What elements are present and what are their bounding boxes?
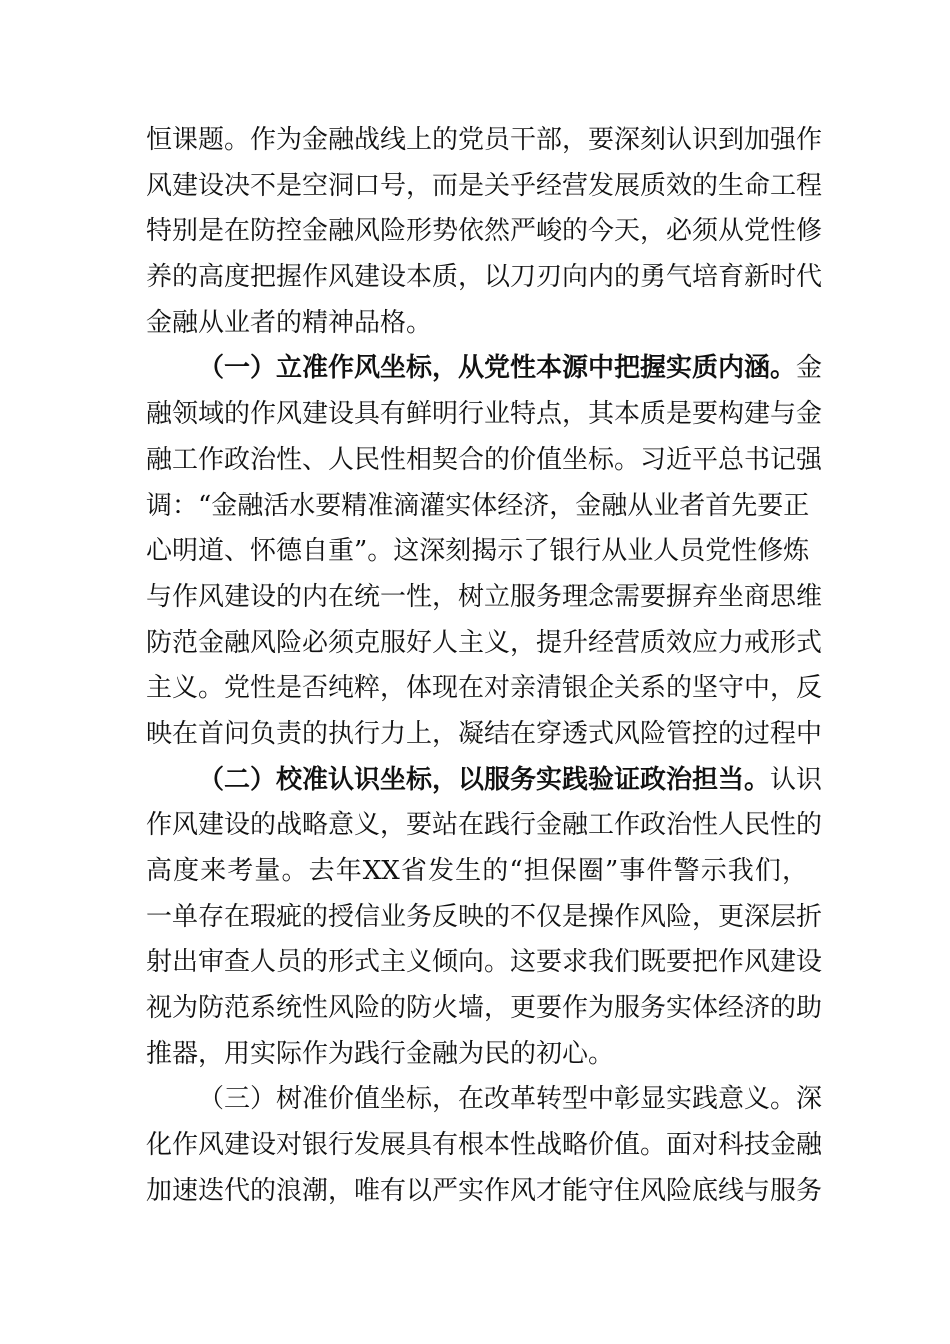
text-line: 恒课题。作为金融战线上的党员干部，要深刻认识到加强作 <box>146 125 823 155</box>
text-line: 与作风建设的内在统一性，树立服务理念需要摒弃坐商思维 <box>146 581 823 612</box>
text-line: 推器，用实际作为践行金融为民的初心。 <box>146 1038 615 1069</box>
text-line: 养的高度把握作风建设本质，以刀刃向内的勇气培育新时代 <box>146 262 823 293</box>
text-line: 调：“金融活水要精准滴灌实体经济，金融从业者首先要正 <box>146 490 810 521</box>
section-first-line-rest: 认识 <box>770 764 823 795</box>
text-line: 融领域的作风建设具有鲜明行业特点，其本质是要构建与金 <box>146 399 823 430</box>
text-line: 金融从业者的精神品格。 <box>146 307 433 338</box>
paragraph-section-1 <box>146 346 823 757</box>
section-first-line <box>146 346 823 392</box>
text-line: 防范金融风险必须克服好人主义，提升经营质效应力戒形式 <box>146 627 823 658</box>
text-line: 映在首问负责的执行力上，凝结在穿透式风险管控的过程中 <box>146 718 823 749</box>
text-line: 特别是在防控金融风险形势依然严峻的今天，必须从党性修 <box>146 216 823 247</box>
text-line: 化作风建设对银行发展具有根本性战略价值。面对科技金融 <box>146 1130 823 1161</box>
paragraph-intro-continued <box>146 118 823 346</box>
text-line: 高度来考量。去年XX省发生的“担保圈”事件警示我们， <box>146 856 808 886</box>
section-heading-1: （一）立准作风坐标，从党性本源中把握实质内涵。 <box>198 353 797 384</box>
text-line: 加速迭代的浪潮，唯有以严实作风才能守住风险底线与服务 <box>146 1175 823 1206</box>
text-line: 视为防范系统性风险的防火墙，更要作为服务实体经济的助 <box>146 993 823 1024</box>
document-body <box>146 118 823 1215</box>
text-line: 作风建设的战略意义，要站在践行金融工作政治性人民性的 <box>146 810 823 841</box>
paragraph-section-2 <box>146 758 823 1078</box>
section-first-line <box>146 758 823 804</box>
text-line: 融工作政治性、人民性相契合的价值坐标。习近平总书记强 <box>146 444 823 475</box>
section-heading-2: （二）校准认识坐标，以服务实践验证政治担当。 <box>198 764 771 795</box>
text-line: 心明道、怀德自重”。这深刻揭示了银行从业人员党性修炼 <box>146 536 810 567</box>
section-first-line-rest: 金 <box>796 353 823 384</box>
text-line: 射出审查人员的形式主义倾向。这要求我们既要把作风建设 <box>146 947 823 978</box>
text-line: 风建设决不是空洞口号，而是关乎经营发展质效的生命工程 <box>146 170 823 201</box>
section-first-line: （三）树准价值坐标，在改革转型中彰显实践意义。深 <box>198 1084 823 1115</box>
paragraph-section-3 <box>146 1077 823 1214</box>
text-line: 一单存在瑕疵的授信业务反映的不仅是操作风险，更深层折 <box>146 901 823 932</box>
text-line: 主义。党性是否纯粹，体现在对亲清银企关系的坚守中，反 <box>146 673 823 704</box>
